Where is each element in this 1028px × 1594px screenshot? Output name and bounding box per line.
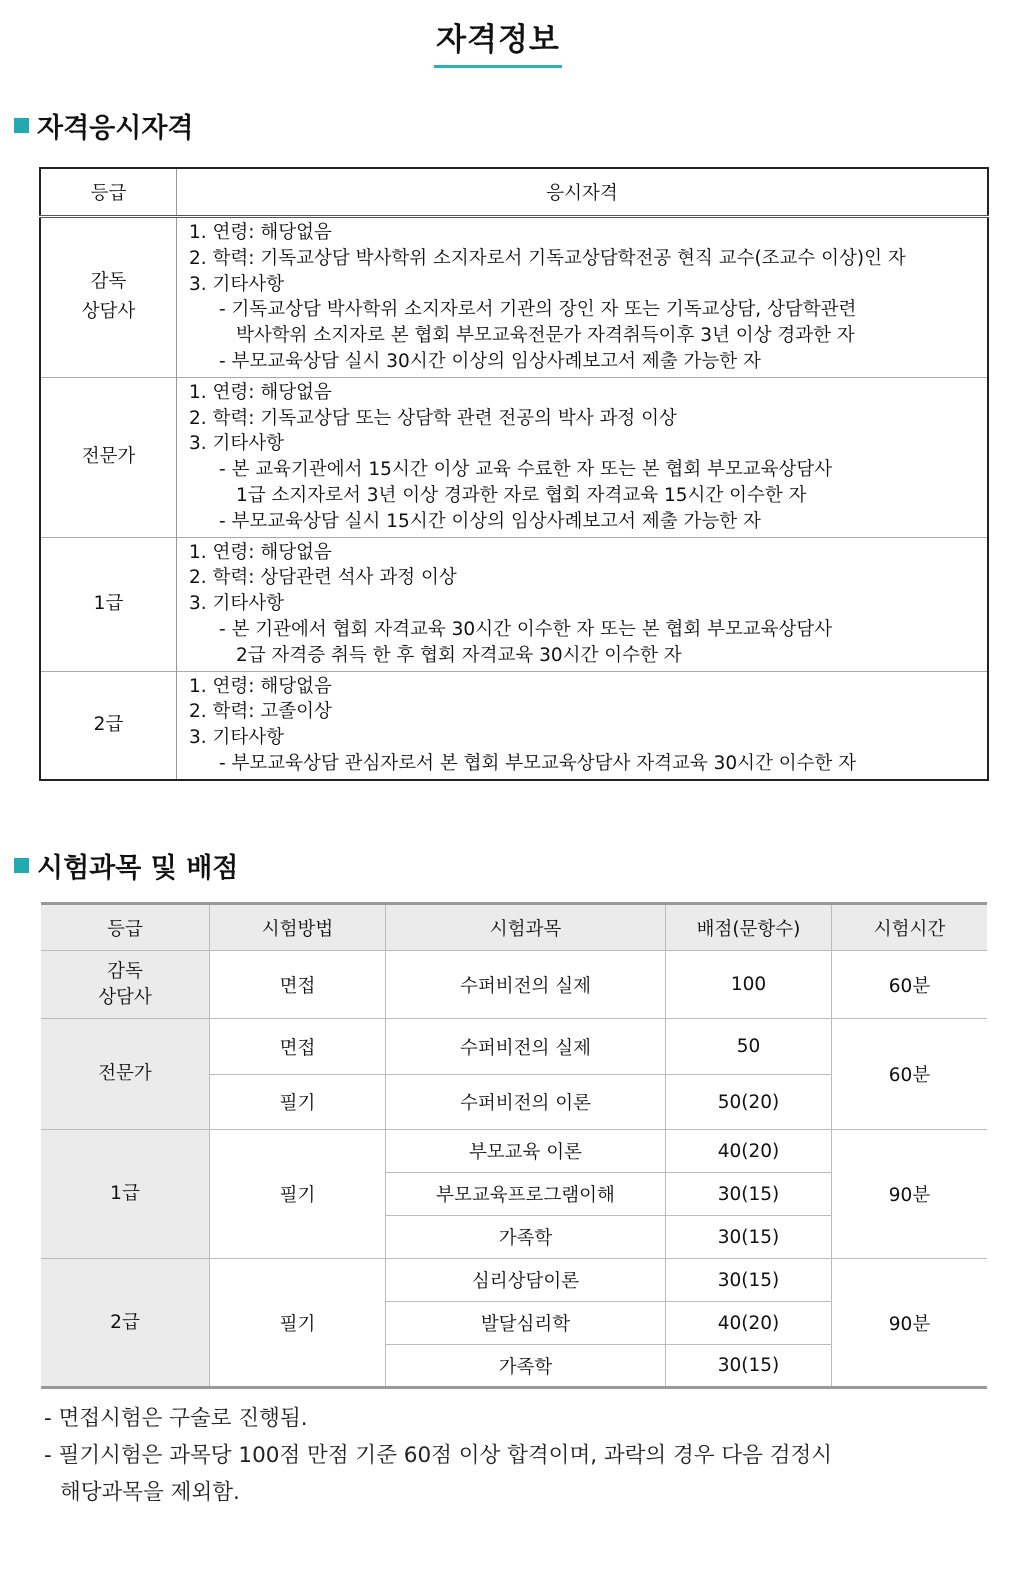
requirement-line: 3. 기타사항 [189,727,285,749]
section-heading-qualification [14,106,194,145]
requirement-line: - 본 교육기관에서 15시간 이상 교육 수료한 자 또는 본 협회 부모교육상담사 [219,459,833,481]
grade-cell [40,671,177,780]
subject-cell: 심리상담이론 [386,1259,666,1302]
subject-cell: 가족학 [386,1216,666,1259]
subject-cell: 부모교육 이론 [386,1130,666,1173]
requirement-line: 3. 기타사항 [189,273,285,295]
column-header: 시험시간 [832,904,988,951]
exam-table [41,902,987,1389]
score-cell: 50(20) [666,1075,832,1130]
table-row [41,951,987,1019]
requirement-line: - 본 기관에서 협회 자격교육 30시간 이수한 자 또는 본 협회 부모교육상담사 [219,618,833,640]
grade-label: 감독 [90,271,127,293]
requirement-line: - 부모교육상담 관심자로서 본 협회 부모교육상담사 자격교육 30시간 이수한 자 [219,752,857,774]
table-row [41,1259,987,1302]
column-header: 응시자격 [177,168,989,217]
method-cell: 필기 [210,1259,386,1388]
column-header: 배점(문항수) [666,904,832,951]
requirement-line: - 기독교상담 박사학위 소지자로서 기관의 장인 자 또는 기독교상담, 상담학관련 [219,299,857,321]
grade-label: 2급 [93,714,124,736]
column-header: 시험과목 [386,904,666,951]
time-cell: 90분 [832,1130,988,1259]
requirement-line: - 부모교육상담 실시 15시간 이상의 임상사례보고서 제출 가능한 자 [219,510,761,532]
subject-cell: 부모교육프로그램이해 [386,1173,666,1216]
grade-label: 상담사 [81,301,136,323]
section-heading-exam [14,846,238,885]
subject-cell: 발달심리학 [386,1302,666,1345]
table-row [40,217,988,378]
notes [44,1400,832,1511]
grade-label: 전문가 [98,1063,152,1084]
section-heading-text: 시험과목 및 배점 [37,853,239,884]
table-row [41,1019,987,1075]
requirement-line: 2. 학력: 기독교상담 박사학위 소지자로서 기독교상담학전공 현직 교수(조교수 이상)인 자 [189,247,906,269]
table-row [40,537,988,671]
requirement-line: 2. 학력: 기독교상담 또는 상담학 관련 전공의 박사 과정 이상 [189,407,677,429]
grade-label: 전문가 [81,446,136,468]
time-cell: 90분 [832,1259,988,1388]
score-cell: 40(20) [666,1130,832,1173]
requirement-line: 2급 자격증 취득 한 후 협회 자격교육 30시간 이수한 자 [236,644,682,666]
grade-cell [41,951,210,1019]
table-row [40,671,988,780]
requirement-line: 1. 연령: 해당없음 [189,675,332,697]
grade-cell [41,1259,210,1388]
column-header: 등급 [40,168,177,217]
method-cell: 필기 [210,1075,386,1130]
page-title-wrap [0,14,996,68]
page-title: 자격정보 [434,14,562,68]
grade-cell [40,217,177,378]
requirements-cell [177,377,989,537]
grade-label: 상담사 [98,986,152,1008]
requirement-line: 3. 기타사항 [189,593,285,615]
grade-cell [40,537,177,671]
note-line: 해당과목을 제외함. [60,1480,240,1505]
score-cell: 40(20) [666,1302,832,1345]
score-cell: 30(15) [666,1259,832,1302]
square-bullet-icon [14,118,29,133]
grade-label: 감독 [107,960,143,982]
requirement-line: 1. 연령: 해당없음 [189,541,332,563]
grade-label: 1급 [93,593,124,615]
table-row [41,1130,987,1173]
grade-cell [41,1019,210,1130]
grade-cell [40,377,177,537]
requirement-line: 2. 학력: 상담관련 석사 과정 이상 [189,567,457,589]
subject-cell: 수퍼비전의 이론 [386,1075,666,1130]
requirement-line: 2. 학력: 고졸이상 [189,701,332,723]
method-cell: 면접 [210,1019,386,1075]
grade-cell [41,1130,210,1259]
requirements-cell [177,537,989,671]
column-header: 시험방법 [210,904,386,951]
requirement-line: 1. 연령: 해당없음 [189,381,332,403]
requirements-cell [177,671,989,780]
subject-cell: 수퍼비전의 실제 [386,1019,666,1075]
grade-label: 1급 [110,1183,140,1204]
square-bullet-icon [14,858,29,873]
method-cell: 면접 [210,951,386,1019]
requirement-line: - 부모교육상담 실시 30시간 이상의 임상사례보고서 제출 가능한 자 [219,350,761,372]
score-cell: 50 [666,1019,832,1075]
requirement-line: 3. 기타사항 [189,433,285,455]
requirements-cell [177,217,989,378]
subject-cell: 수퍼비전의 실제 [386,951,666,1019]
note-line: - 면접시험은 구술로 진행됨. [44,1406,308,1431]
grade-label: 2급 [110,1311,140,1333]
qualification-table [39,167,989,781]
method-cell: 필기 [210,1130,386,1259]
score-cell: 30(15) [666,1216,832,1259]
section-heading-text: 자격응시자격 [37,113,194,144]
table-header-row [41,904,987,951]
subject-cell: 가족학 [386,1345,666,1388]
requirement-line: 1급 소지자로서 3년 이상 경과한 자로 협회 자격교육 15시간 이수한 자 [236,484,807,506]
note-line: - 필기시험은 과목당 100점 만점 기준 60점 이상 합격이며, 과락의 경우 다음 검정시 [44,1443,833,1468]
time-cell: 60분 [832,951,988,1019]
score-cell: 30(15) [666,1345,832,1388]
table-row [40,377,988,537]
requirement-line: 1. 연령: 해당없음 [189,222,332,243]
column-header: 등급 [41,904,210,951]
score-cell: 100 [666,951,832,1019]
requirement-line: 박사학위 소지자로 본 협회 부모교육전문가 자격취득이후 3년 이상 경과한 자 [236,325,855,347]
time-cell: 60분 [832,1019,988,1130]
table-header-row [40,168,988,217]
score-cell: 30(15) [666,1173,832,1216]
